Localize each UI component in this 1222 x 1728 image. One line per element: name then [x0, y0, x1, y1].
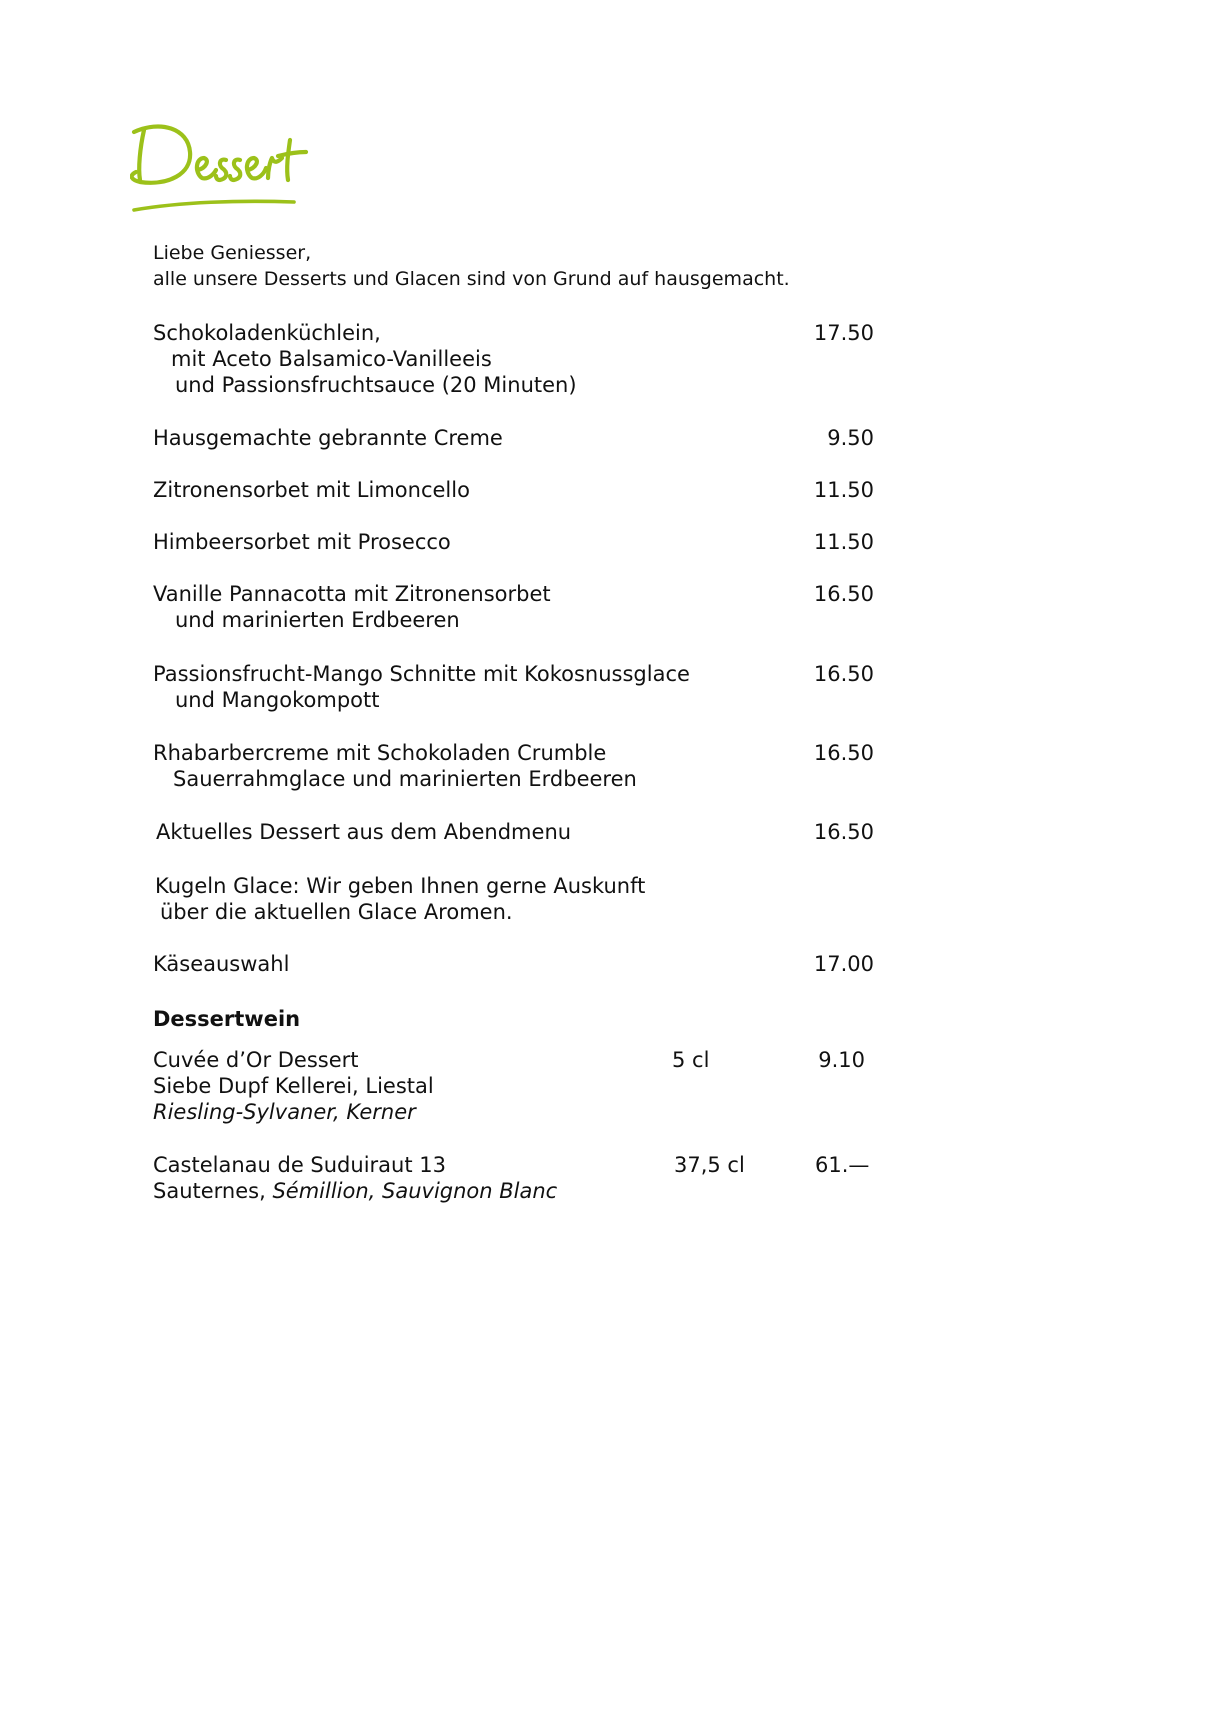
wine-volume: 5 cl: [672, 1048, 710, 1072]
dessert-logo: [130, 118, 310, 222]
item-price: 9.50: [827, 426, 874, 450]
item-price: 11.50: [813, 530, 874, 554]
item-price: 17.50: [813, 321, 874, 345]
item-name: Kugeln Glace: Wir geben Ihnen gerne Auskunft: [155, 874, 646, 898]
section-heading: Dessertwein: [153, 1007, 301, 1031]
item-price: 16.50: [813, 662, 874, 686]
wine-name: Cuvée d’Or Dessert: [153, 1048, 359, 1072]
wine-region: Sauternes,: [153, 1179, 273, 1203]
item-price: 11.50: [813, 478, 874, 502]
wine-region-line: [153, 1178, 557, 1204]
wine-volume: 37,5 cl: [674, 1153, 745, 1177]
item-price: 16.50: [813, 582, 874, 606]
item-price: 17.00: [813, 952, 874, 976]
wine-grapes: Sémillion, Sauvignon Blanc: [272, 1179, 558, 1203]
item-name: Himbeersorbet mit Prosecco: [153, 530, 451, 554]
item-name: Rhabarbercreme mit Schokoladen Crumble: [153, 741, 607, 765]
item-price: 16.50: [813, 820, 874, 844]
wine-price: 61.—: [815, 1153, 870, 1177]
item-name: Zitronensorbet mit Limoncello: [153, 478, 470, 502]
intro-text: alle unsere Desserts und Glacen sind von Grund auf hausgemacht.: [153, 268, 790, 290]
item-price: 16.50: [813, 741, 874, 765]
item-name: Hausgemachte gebrannte Creme: [153, 426, 503, 450]
item-description: Sauerrahmglace und marinierten Erdbeeren: [173, 767, 637, 791]
wine-name: Castelanau de Suduiraut 13: [153, 1153, 446, 1177]
wine-grapes: Riesling-Sylvaner, Kerner: [153, 1100, 416, 1124]
dessert-logo-script: [130, 118, 310, 222]
item-name: Vanille Pannacotta mit Zitronensorbet: [153, 582, 551, 606]
intro-greeting: Liebe Geniesser,: [153, 242, 312, 264]
item-description: und marinierten Erdbeeren: [175, 608, 460, 632]
item-description: mit Aceto Balsamico-Vanilleeis: [171, 347, 492, 371]
item-description: über die aktuellen Glace Aromen.: [160, 900, 513, 924]
wine-price: 9.10: [818, 1048, 865, 1072]
wine-producer: Siebe Dupf Kellerei, Liestal: [153, 1074, 434, 1098]
item-name: Aktuelles Dessert aus dem Abendmenu: [156, 820, 572, 844]
item-description: und Passionsfruchtsauce (20 Minuten): [175, 373, 577, 397]
item-name: Käseauswahl: [153, 952, 290, 976]
item-description: und Mangokompott: [175, 688, 380, 712]
item-name: Schokoladenküchlein,: [153, 321, 381, 345]
item-name: Passionsfrucht-Mango Schnitte mit Kokosnussglace: [153, 662, 690, 686]
